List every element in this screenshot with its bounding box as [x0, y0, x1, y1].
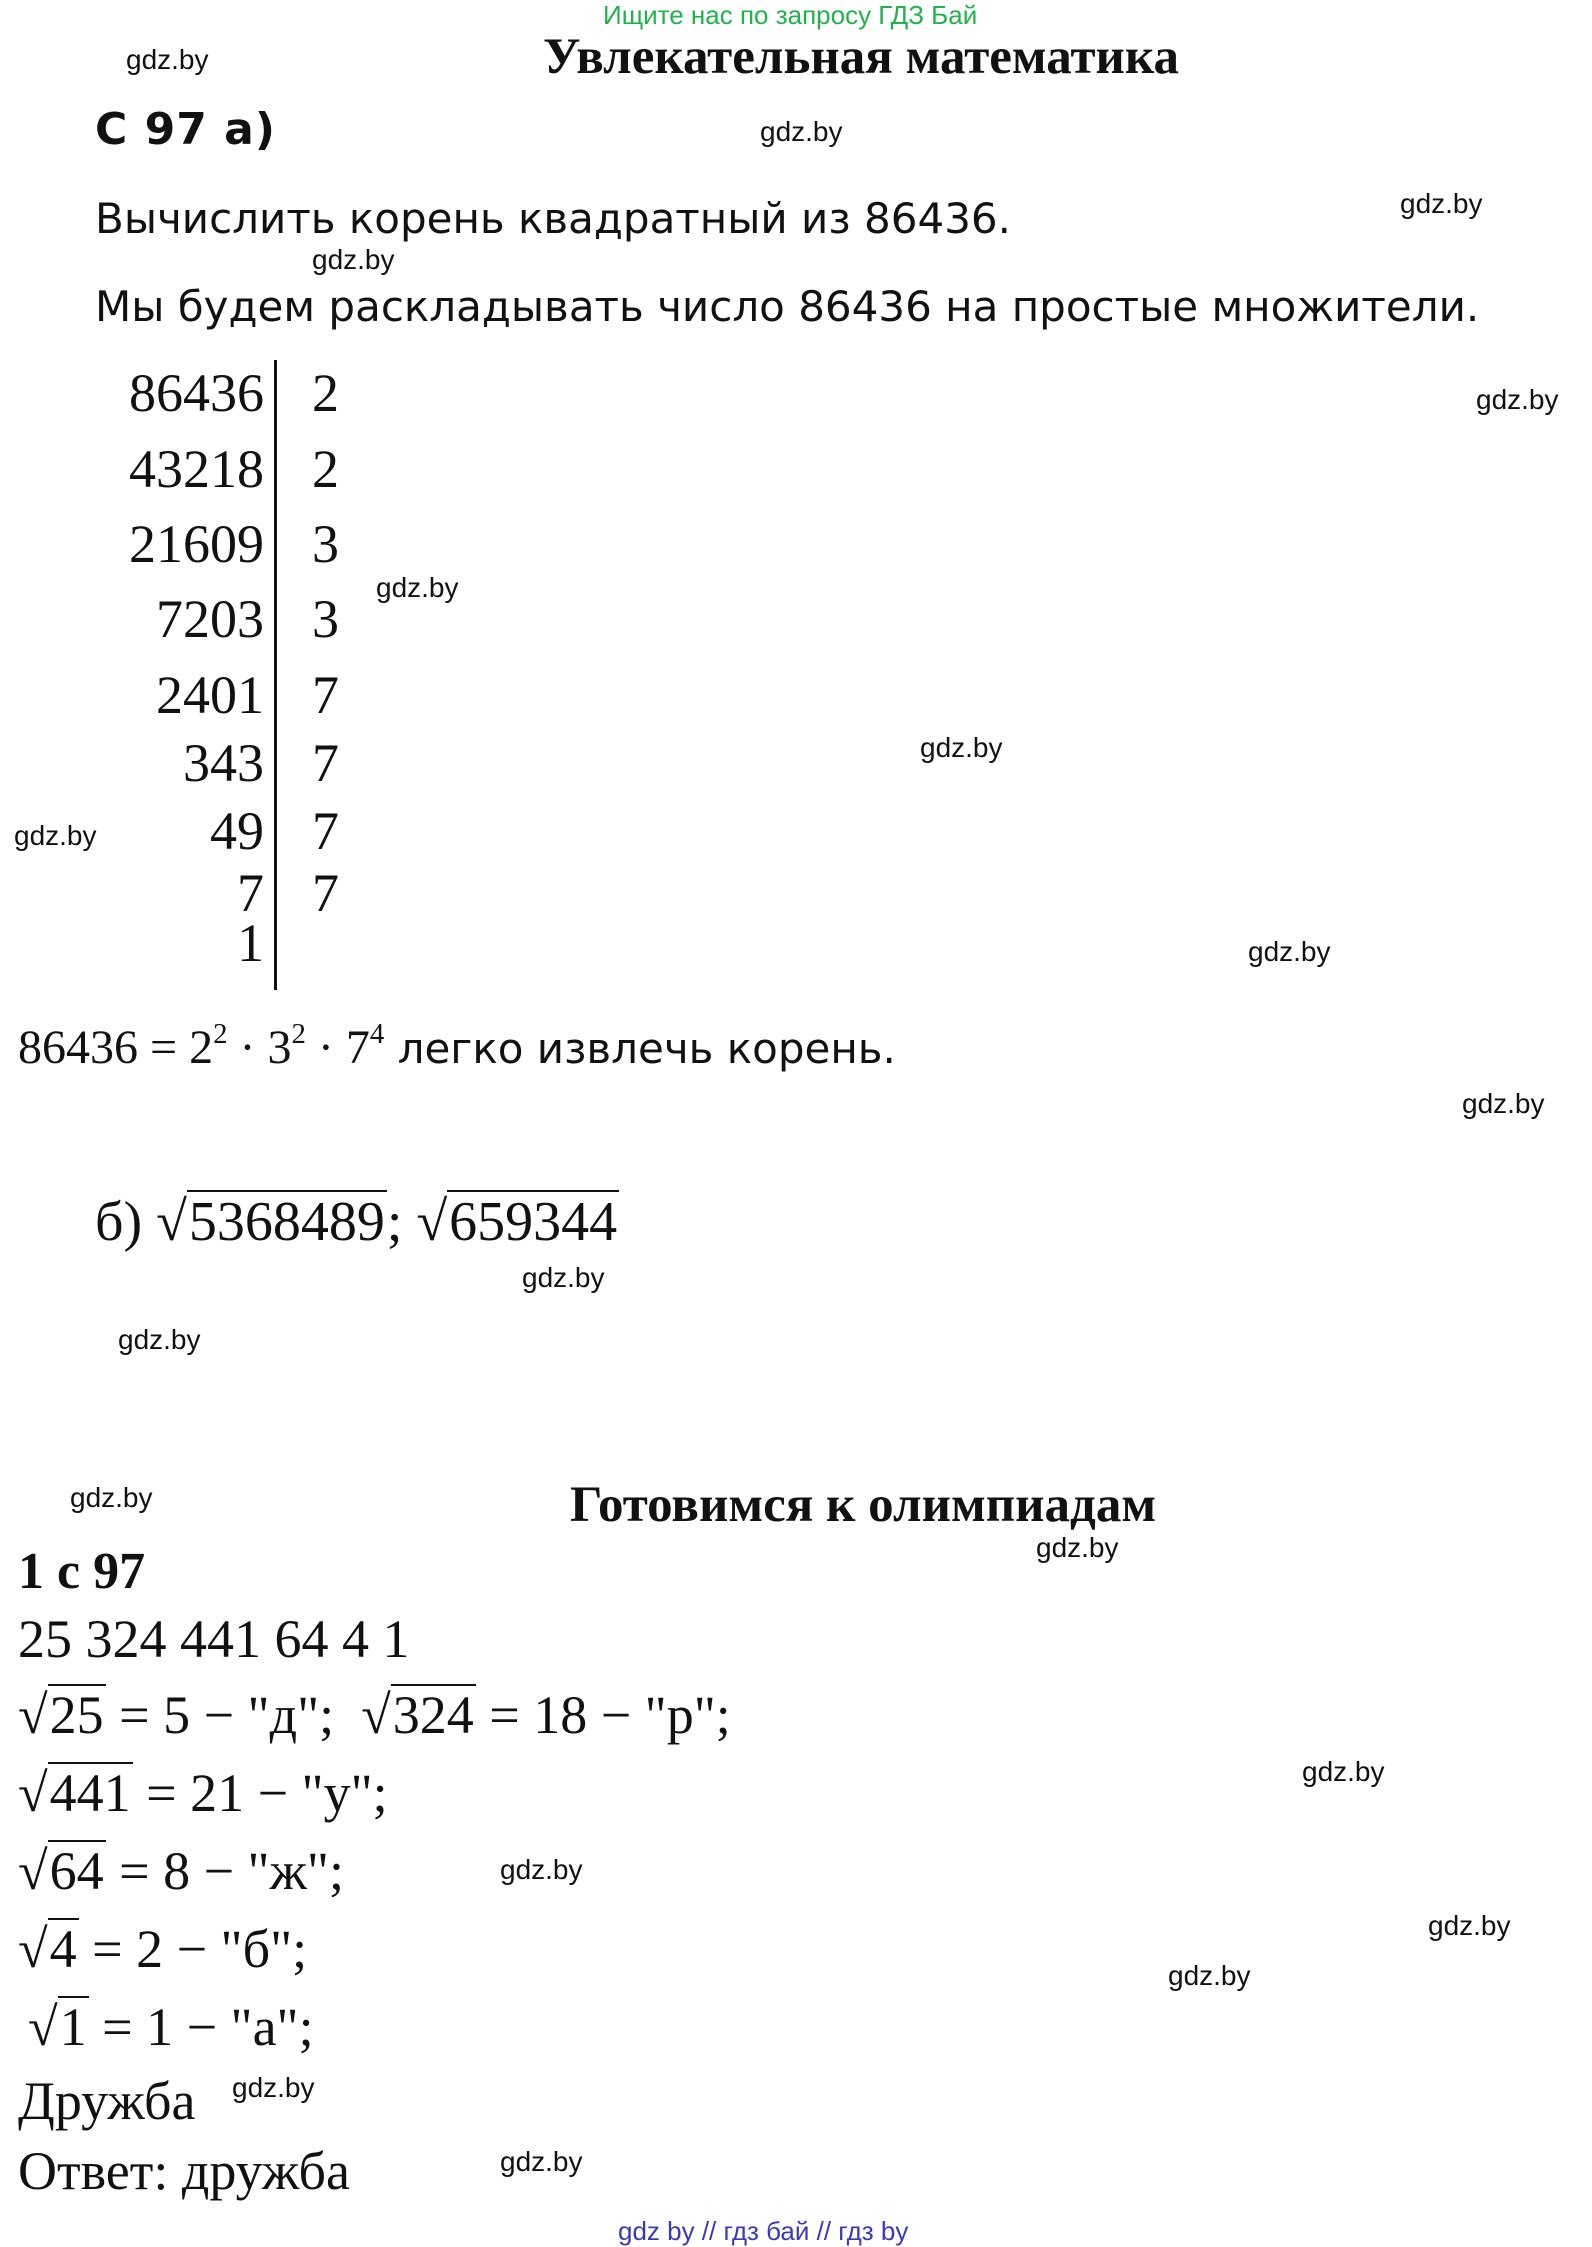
- factorization-row: [90, 588, 390, 648]
- part-b: [95, 1190, 619, 1254]
- result-mid: · 3: [227, 1021, 292, 1074]
- sqrt-radicand: 659344: [449, 1191, 618, 1253]
- task-label-1c97: 1 с 97: [18, 1543, 146, 1600]
- watermark: gdz.by: [1400, 188, 1483, 219]
- root-result: = 18 − "р";: [475, 1685, 731, 1745]
- watermark: gdz.by: [1168, 1960, 1251, 1991]
- factorization-row: [90, 732, 390, 792]
- factor-divisor: 2: [312, 439, 339, 499]
- watermark: gdz.by: [522, 1262, 605, 1293]
- watermark: gdz.by: [70, 1482, 153, 1513]
- root-line: [18, 1918, 307, 1980]
- factor-divisor: 3: [312, 589, 339, 649]
- watermark: gdz.by: [14, 820, 97, 851]
- root-result: = 5 − "д";: [105, 1685, 335, 1745]
- root-line: [18, 1762, 388, 1824]
- sqrt-radicand: 441: [49, 1763, 131, 1823]
- factor-divisor: 3: [312, 514, 339, 574]
- watermark: gdz.by: [1036, 1532, 1119, 1563]
- watermark: gdz.by: [312, 244, 395, 275]
- section-title-fun-math: Увлекательная математика: [543, 29, 1180, 85]
- sqrt-sign: √: [18, 1919, 48, 1979]
- numbers-line: 25 324 441 64 4 1: [18, 1609, 410, 1669]
- factor-divisor: 7: [312, 801, 339, 861]
- watermark: gdz.by: [126, 44, 209, 75]
- part-b-prefix: б): [95, 1191, 157, 1253]
- sqrt-radicand: 25: [49, 1685, 104, 1745]
- sqrt-radicand: 324: [392, 1685, 474, 1745]
- factor-number: 7203: [156, 589, 264, 649]
- result-exp: 2: [213, 1017, 228, 1050]
- sqrt-sign: √: [156, 1191, 187, 1253]
- result-exp: 4: [369, 1017, 385, 1050]
- sqrt-sign: √: [361, 1685, 391, 1745]
- factorization-row: [90, 362, 390, 422]
- factorization-row: [90, 513, 390, 573]
- sqrt-radicand: 4: [49, 1919, 77, 1979]
- bottom-links[interactable]: gdz by // гдз бай // гдз by: [618, 2216, 909, 2246]
- watermark: gdz.by: [500, 1854, 583, 1885]
- factor-number: 2401: [156, 665, 264, 725]
- factorization-row: [90, 664, 390, 724]
- sqrt-sign: √: [416, 1191, 448, 1253]
- watermark: gdz.by: [1248, 936, 1331, 967]
- watermark: gdz.by: [1462, 1088, 1545, 1119]
- sqrt-radicand: 1: [59, 1997, 87, 2057]
- result-mid: · 7: [305, 1021, 370, 1074]
- factor-number: 21609: [129, 514, 264, 574]
- result-lhs: 86436 = 2: [18, 1021, 214, 1074]
- sqrt-sign: √: [18, 1685, 48, 1745]
- root-line: [18, 1840, 344, 1902]
- factor-number: 49: [210, 801, 264, 861]
- result-comment: легко извлечь корень.: [384, 1024, 896, 1073]
- root-result: = 8 − "ж";: [105, 1841, 344, 1901]
- section-title-olympiads: Готовимся к олимпиадам: [570, 1477, 1157, 1533]
- factor-number: 1: [237, 913, 264, 973]
- root-result: = 21 − "у";: [132, 1763, 388, 1823]
- part-b-separator: ;: [386, 1191, 417, 1253]
- factor-number: 7: [237, 863, 264, 923]
- watermark: gdz.by: [1476, 384, 1559, 415]
- method-description: Мы будем раскладывать число 86436 на простые множители.: [95, 282, 1480, 331]
- answer-word: Дружба: [18, 2071, 196, 2131]
- factorization-row: [90, 800, 390, 860]
- sqrt-sign: √: [18, 1763, 48, 1823]
- root-result: = 2 − "б";: [78, 1919, 308, 1979]
- factorization-table: [90, 360, 390, 990]
- root-result: = 1 − "а";: [88, 1997, 314, 2057]
- sqrt-radicand: 64: [49, 1841, 104, 1901]
- watermark: gdz.by: [500, 2146, 583, 2177]
- sqrt-sign: √: [18, 1841, 48, 1901]
- watermark: gdz.by: [376, 572, 459, 603]
- factor-divisor: 2: [312, 363, 339, 423]
- sqrt-sign: √: [28, 1997, 58, 2057]
- sqrt-radicand: 5368489: [188, 1191, 385, 1253]
- watermark: gdz.by: [1302, 1756, 1385, 1787]
- answer-line: Ответ: дружба: [18, 2141, 350, 2201]
- factor-number: 43218: [129, 439, 264, 499]
- factor-number: 86436: [129, 363, 264, 423]
- factorization-row: [90, 438, 390, 498]
- watermark: gdz.by: [920, 732, 1003, 763]
- factor-divisor: 7: [312, 863, 339, 923]
- top-banner-link[interactable]: Ищите нас по запросу ГДЗ Бай: [603, 0, 978, 30]
- factor-divisor: 7: [312, 733, 339, 793]
- task-statement: Вычислить корень квадратный из 86436.: [95, 194, 1011, 243]
- factorization-result: [18, 1017, 896, 1075]
- watermark: gdz.by: [1428, 1910, 1511, 1941]
- factor-number: 343: [183, 733, 264, 793]
- root-line: [18, 1684, 731, 1746]
- watermark: gdz.by: [760, 116, 843, 147]
- factor-divisor: 7: [312, 665, 339, 725]
- watermark: gdz.by: [232, 2072, 315, 2103]
- factorization-row: [90, 912, 390, 972]
- root-line: [28, 1996, 314, 2058]
- result-exp: 2: [291, 1017, 306, 1050]
- watermark: gdz.by: [118, 1324, 201, 1355]
- task-label-c97a: С 97 а): [95, 104, 276, 155]
